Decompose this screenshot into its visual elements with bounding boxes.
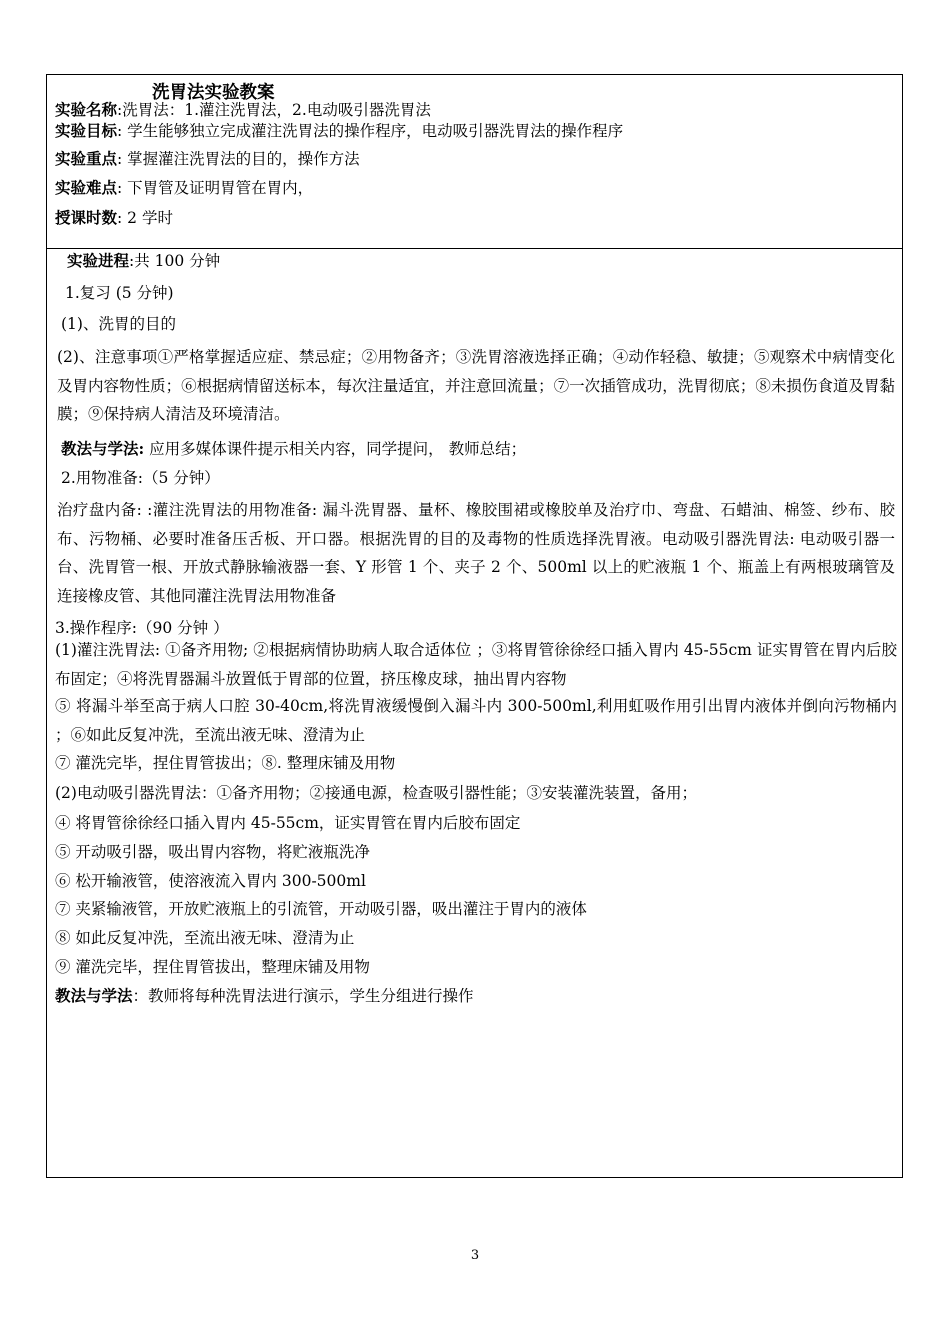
experiment-name-label: 实验名称 [55, 100, 118, 119]
prep-title: 2.用物准备:（5 分钟） [61, 469, 220, 487]
experiment-goal-value: : 学生能够独立完成灌注洗胃法的操作程序，电动吸引器洗胃法的操作程序 [117, 122, 624, 140]
teaching-hours-row [55, 208, 173, 228]
page-title: 洗胃法实验教案 [152, 83, 275, 103]
experiment-name-value: :洗胃法：1.灌注洗胃法，2.电动吸引器洗胃法 [117, 101, 431, 119]
procedure-paragraph-10: ⑨ 灌洗完毕，捏住胃管拔出，整理床铺及用物 [55, 958, 370, 976]
procedure-paragraph-7: ⑥ 松开输液管，使溶液流入胃内 300-500ml [55, 872, 366, 890]
progress-value: :共 100 分钟 [129, 252, 221, 270]
lesson-plan-table [46, 74, 903, 1178]
procedure-paragraph-1: (1)灌注洗胃法: ①备齐用物; ②根据病情协助病人取合适体位 ；③将胃管徐徐经口插入胃内 45-55cm 证实胃管在胃内后胶布固定；④将洗胃器漏斗放置低于胃部的位置，挤压橡皮球，抽出胃内容物 [55, 641, 897, 688]
method-value-1: 应用多媒体课件提示相关内容，同学提问， 教师总结； [144, 440, 527, 458]
method-label-1: 教法与学法: [61, 439, 145, 458]
progress-row [67, 251, 220, 271]
prep-text: 治疗盘内备: :灌注洗胃法的用物准备: 漏斗洗胃器、量杯、橡胶围裙或橡胶单及治疗巾、弯盘、石蜡油、棉签、纱布、胶布、污物桶、必要时准备压舌板、开口器。根据洗胃的目的及毒物的性质选择洗胃液。电动吸引器洗胃法: 电动吸引器一台、洗胃管一根、开放式静脉输液器一套、Y 形管 1 个、夹子 2 个、500ml 以上的贮液瓶 1 个、瓶盖上有两根玻璃管及连接橡皮管、其他同灌注洗胃法用物准备 [57, 501, 895, 606]
experiment-difficulty-row [55, 178, 313, 198]
procedure-paragraph-5: ④ 将胃管徐徐经口插入胃内 45-55cm，证实胃管在胃内后胶布固定 [55, 814, 521, 832]
review-item-purpose: (1)、洗胃的目的 [61, 315, 176, 333]
method-value-2: ：教师将每种洗胃法进行演示，学生分组进行操作 [132, 987, 474, 1005]
procedure-paragraph-6: ⑤ 开动吸引器，吸出胃内容物，将贮液瓶洗净 [55, 843, 370, 861]
method-label-2: 教法与学法 [55, 986, 133, 1005]
review-item-notes: (2)、注意事项①严格掌握适应症、禁忌症；②用物备齐；③洗胃溶液选择正确；④动作轻稳、敏捷；⑤观察术中病情变化及胃内容物性质；⑥根据病情留送标本，每次注量适宜，并注意回流量；⑦一次插管成功，洗胃彻底；⑧未损伤食道及胃黏膜；⑨保持病人清洁及环境清洁。 [57, 348, 895, 424]
method-row-2 [55, 986, 474, 1006]
review-title: 1.复习 (5 分钟) [65, 284, 174, 302]
method-row-1 [61, 439, 526, 459]
experiment-goal-row [55, 121, 623, 141]
experiment-key-value: : 掌握灌注洗胃法的目的，操作方法 [117, 150, 360, 168]
procedure-paragraph-4: (2)电动吸引器洗胃法：①备齐用物；②接通电源，检查吸引器性能；③安装灌洗装置，备用； [55, 784, 697, 802]
experiment-key-row [55, 149, 360, 169]
experiment-difficulty-label: 实验难点 [55, 178, 118, 197]
procedure-title: 3.操作程序:（90 分钟 ） [55, 619, 229, 637]
row-divider [47, 248, 902, 249]
page-number: 3 [470, 1248, 480, 1263]
procedure-paragraph-9: ⑧ 如此反复冲洗，至流出液无味、澄清为止 [55, 929, 355, 947]
experiment-name-row [55, 100, 431, 120]
procedure-paragraph-8: ⑦ 夹紧输液管，开放贮液瓶上的引流管，开动吸引器，吸出灌注于胃内的液体 [55, 900, 587, 918]
procedure-paragraph-2: ⑤ 将漏斗举至高于病人口腔 30-40cm,将洗胃液缓慢倒入漏斗内 300-500ml,利用虹吸作用引出胃内液体并倒向污物桶内 ；⑥如此反复冲洗，至流出液无味、澄清为止 [55, 697, 897, 744]
experiment-goal-label: 实验目标 [55, 121, 118, 140]
experiment-difficulty-value: : 下胃管及证明胃管在胃内， [117, 179, 314, 197]
teaching-hours-label: 授课时数 [55, 208, 118, 227]
procedure-paragraph-3: ⑦ 灌洗完毕，捏住胃管拔出；⑧. 整理床铺及用物 [55, 754, 396, 772]
progress-label: 实验进程 [67, 251, 130, 270]
experiment-key-label: 实验重点 [55, 149, 118, 168]
teaching-hours-value: : 2 学时 [117, 209, 173, 227]
